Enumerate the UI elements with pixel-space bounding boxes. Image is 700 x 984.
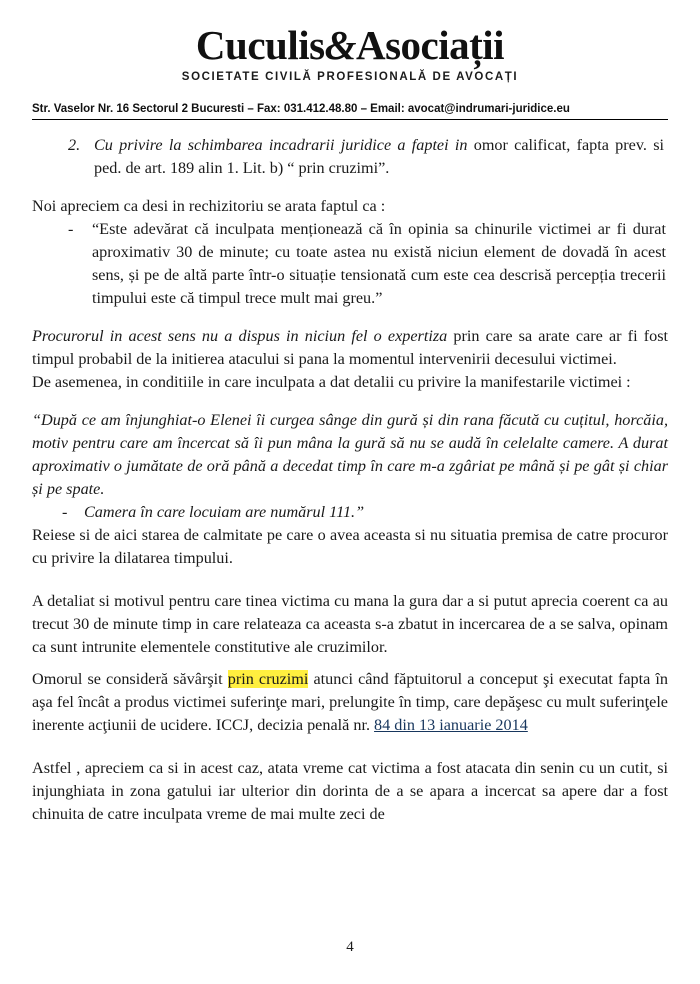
letterhead (32, 24, 668, 83)
numbered-item-2 (68, 134, 664, 180)
decision-link[interactable]: 84 din 13 ianuarie 2014 (374, 716, 528, 735)
para-intro: Noi apreciem ca desi in rechizitoriu se arata faptul ca : (32, 197, 386, 216)
quote-sub-item (62, 501, 668, 524)
firm-name (32, 24, 668, 67)
firm-subtitle: SOCIETATE CIVILĂ PROFESIONALĂ DE AVOCAȚI (181, 71, 519, 84)
spacer (32, 310, 668, 325)
firm-name-ampersand: & (324, 22, 356, 68)
para-omorul-pre: Omorul se consideră săvârşit (32, 670, 228, 689)
para-procuror-italic: Procurorul in acest sens nu a dispus in niciun fel o expertiza (32, 327, 448, 346)
highlighted-phrase: prin cruzimi (227, 670, 309, 689)
firm-name-part1: Cuculis (195, 22, 325, 68)
numbered-item-marker: 2. (68, 136, 81, 155)
numbered-item-content (94, 134, 664, 180)
spacer (32, 394, 668, 409)
spacer (32, 737, 668, 757)
bullet-quote-text: “Este adevărat că inculpata menționează că în opinia sa chinurile victimei ar fi durat aproximativ 30 de minute; cu toate astea nu există niciun element de dovadă în acest sens, și pe de altă parte într-o situație tensionată cum este cea descrisă percepția trecerii timpului este că timpul trece mult mai greu.” (92, 220, 666, 308)
para-astfel: Astfel , apreciem ca si in acest caz, atata vreme cat victima a fost atacata din senin cu un cutit, si injunghiata in zona gatului iar ulterior din dorinta de a se apara a incercat sa apere dar a fost chinuita de catre inculpata vreme de mai multe zeci de (32, 759, 668, 824)
bullet-quote-item (68, 218, 666, 310)
numbered-item-rest: omor calificat, fapta prev. si ped. de art. 189 alin 1. Lit. b) “ prin cruzimi”. (94, 136, 664, 178)
para-detaliat: A detaliat si motivul pentru care tinea victima cu mana la gura dar a si putut aprecia coerent ca au trecut 30 de minute timp in care relateaza ca aceasta s-a zbatut in incercarea de a se salva, opinam ca sunt intrunite elementele constitutive ale cruzimilor. (32, 592, 668, 657)
para-procuror-rest: prin care sa arate care ar fi fost timpul probabil de la initierea atacului si pana la momentul intervenirii decesului victimei. (32, 327, 668, 369)
contact-line: Str. Vaselor Nr. 16 Sectorul 2 Bucuresti – Fax: 031.412.48.80 – Email: avocat@indrumari-juridice.eu (32, 103, 570, 116)
quote-sub-marker: - (62, 503, 68, 522)
header-divider (32, 119, 668, 120)
para-omorul-post: atunci când făptuitorul a conceput şi executat fapta în aşa fel încât a produs victimei suferinţe mari, prelungite în timp, care depăşesc cu mult suferinţele inerente acţiunii de ucidere. ICCJ, decizia penală nr. (32, 670, 669, 735)
numbered-item-italic: Cu privire la schimbarea incadrarii juridice a faptei in (94, 136, 468, 155)
para-procuror (32, 325, 668, 371)
page-number: 4 (346, 939, 354, 955)
para-omorul (32, 668, 668, 737)
spacer (32, 659, 668, 668)
bullet-marker: - (68, 220, 74, 239)
document-body (32, 134, 668, 826)
firm-name-part2: Asociații (355, 22, 505, 68)
quote-sub-text: Camera în care locuiam are numărul 111.” (84, 503, 365, 522)
quote-main: “După ce am înjunghiat-o Elenei îi curgea sânge din gură și din rana făcută cu cuțitul, horcăia, motiv pentru care am încercat să îi pun mâna la gură să nu se audă în celelalte camere. A durat aproximativ o jumătate de oră până a decedat timp în care m-a zgâriat pe mână și pe gât și chiar și pe spate. (32, 411, 668, 499)
spacer (32, 180, 668, 195)
para-reiese: Reiese si de aici starea de calmitate pe care o avea aceasta si nu situatia premisa de catre procuror cu privire la dilatarea timpului. (32, 526, 668, 568)
para-asemenea: De asemenea, in conditiile in care inculpata a dat detalii cu privire la manifestarile victimei : (32, 373, 631, 392)
spacer (32, 570, 668, 590)
